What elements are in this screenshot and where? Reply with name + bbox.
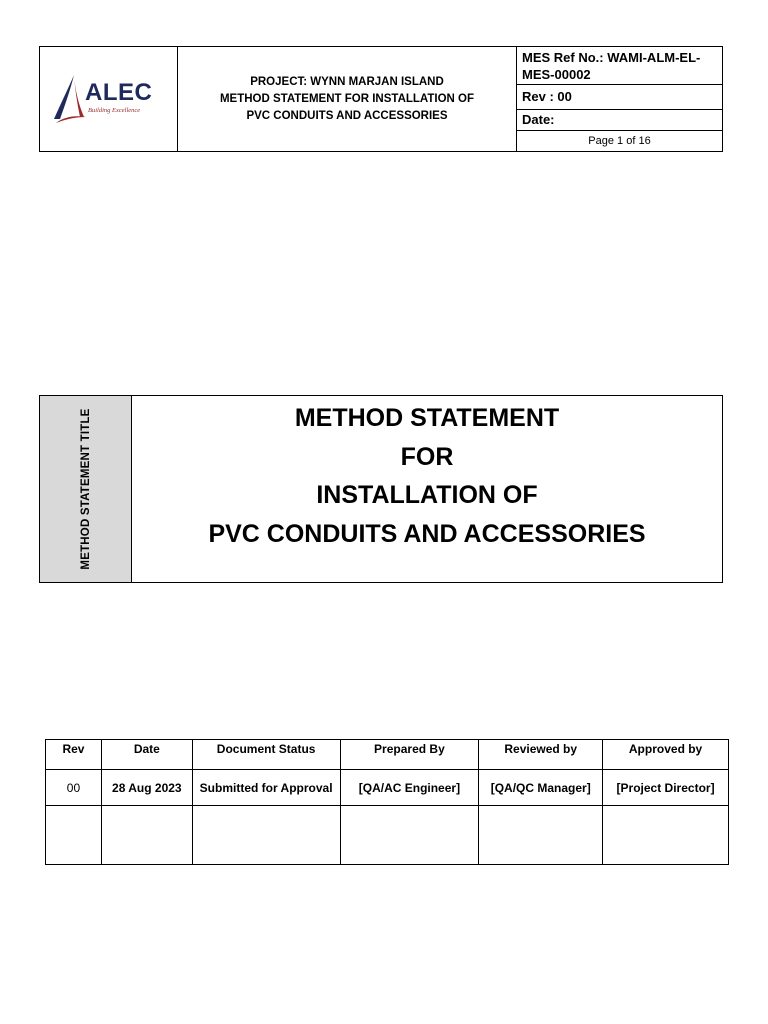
document-header	[39, 46, 723, 152]
title-side-label-cell	[40, 396, 132, 582]
table-row	[46, 770, 729, 806]
page-number: Page 1 of 16	[588, 135, 651, 147]
project-title-cell	[178, 47, 517, 151]
header-date: Date	[101, 740, 192, 770]
header-document-status: Document Status	[192, 740, 340, 770]
ref-number-line-2: MES-00002	[522, 67, 591, 82]
cell-document-status: Submitted for Approval	[192, 770, 340, 806]
date-field: Date:	[517, 110, 722, 131]
header-rev: Rev	[46, 740, 102, 770]
table-row-empty	[46, 806, 729, 865]
empty-cell	[101, 806, 192, 865]
empty-cell	[479, 806, 603, 865]
empty-cell	[46, 806, 102, 865]
cell-prepared-by: [QA/AC Engineer]	[340, 770, 479, 806]
cell-date: 28 Aug 2023	[101, 770, 192, 806]
title-line-1: METHOD STATEMENT	[294, 404, 560, 432]
ref-number	[517, 47, 722, 85]
alec-logo	[52, 73, 172, 125]
cell-reviewed-by: [QA/QC Manager]	[479, 770, 603, 806]
method-statement-title-box	[39, 395, 723, 583]
cell-approved-by: [Project Director]	[603, 770, 729, 806]
logo-cell	[40, 47, 178, 151]
empty-cell	[603, 806, 729, 865]
ref-number-line-1: MES Ref No.: WAMI-ALM-EL-	[522, 50, 701, 65]
table-header-row	[46, 740, 729, 770]
title-line-2: FOR	[400, 442, 454, 471]
title-line-4: PVC CONDUITS AND ACCESSORIES	[208, 519, 646, 548]
title-side-label: METHOD STATEMENT TITLE	[79, 408, 92, 570]
logo-tagline: Building Excellence	[88, 107, 141, 114]
header-prepared-by: Prepared By	[340, 740, 479, 770]
empty-cell	[192, 806, 340, 865]
title-main	[132, 396, 722, 582]
empty-cell	[340, 806, 479, 865]
header-approved-by: Approved by	[603, 740, 729, 770]
logo-text: ALEC	[85, 79, 153, 106]
revision-table	[45, 739, 729, 865]
header-reviewed-by: Reviewed by	[479, 740, 603, 770]
reference-cell	[517, 47, 722, 151]
cell-rev: 00	[46, 770, 102, 806]
project-line-3: PVC CONDUITS AND ACCESSORIES	[246, 109, 448, 122]
project-line-2: METHOD STATEMENT FOR INSTALLATION OF	[219, 92, 475, 105]
project-line-1: PROJECT: WYNN MARJAN ISLAND	[250, 75, 444, 88]
revision-field: Rev : 00	[517, 85, 722, 110]
title-line-3: INSTALLATION OF	[316, 481, 538, 509]
